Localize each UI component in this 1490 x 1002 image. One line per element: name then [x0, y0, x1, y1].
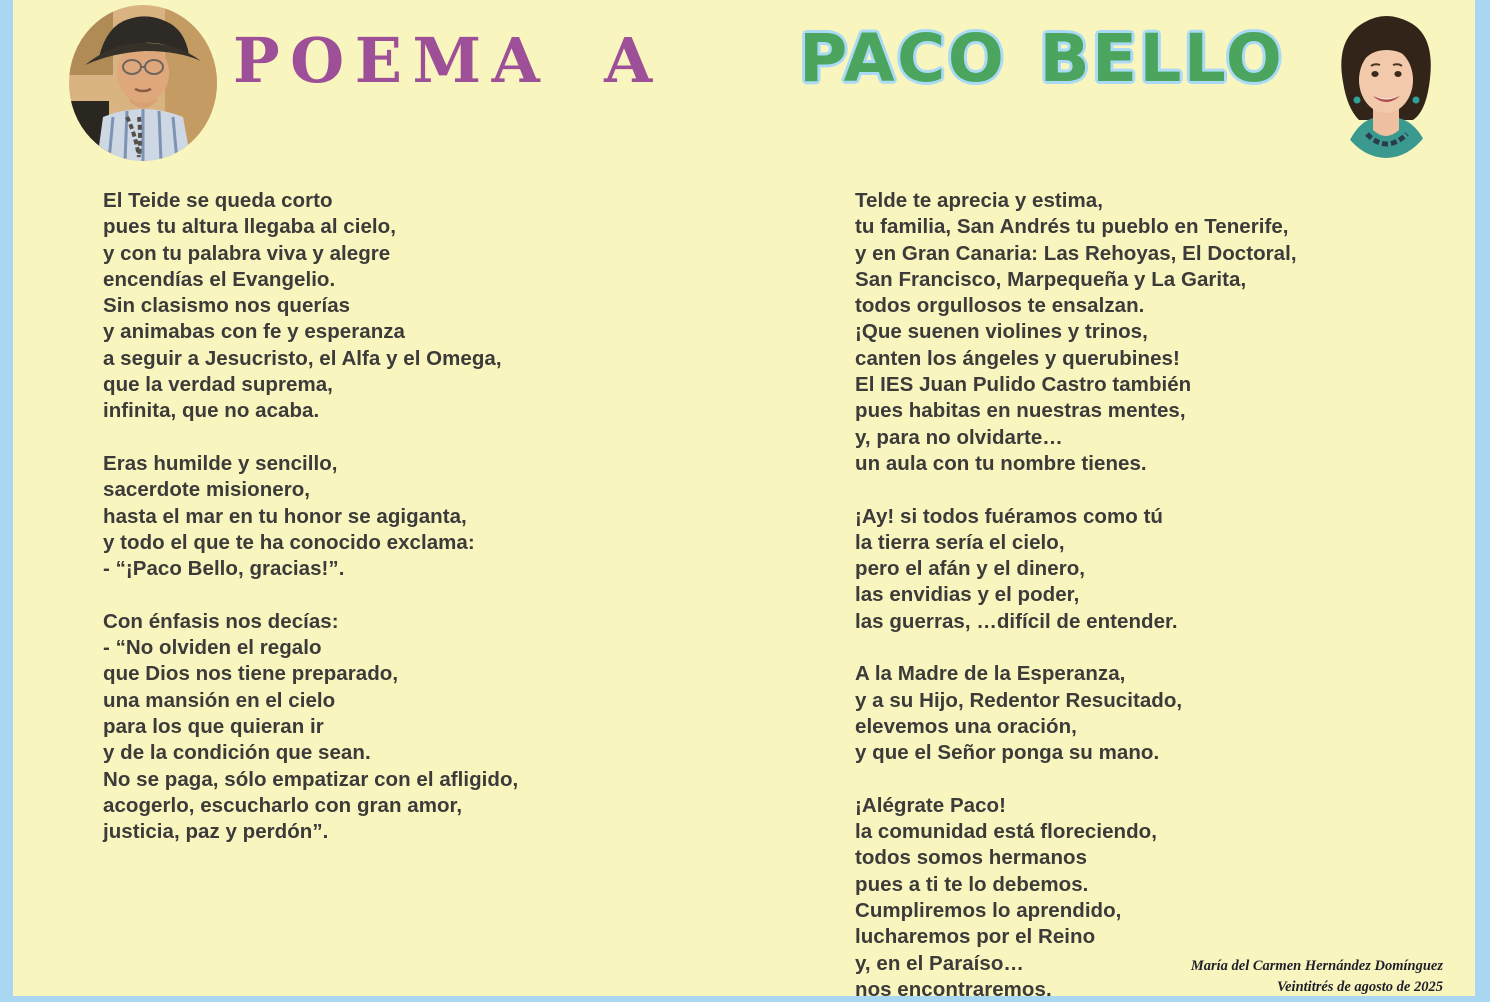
- poem-line: para los que quieran ir: [103, 714, 324, 738]
- poem-line: y con tu palabra viva y alegre: [103, 241, 391, 265]
- poem-line: y a su Hijo, Redentor Resucitado,: [855, 688, 1183, 712]
- poem-line: tu familia, San Andrés tu pueblo en Tenerife,: [855, 215, 1289, 239]
- poem-line: y en Gran Canaria: Las Rehoyas, El Doctoral,: [855, 241, 1297, 265]
- stanza: [855, 504, 1475, 635]
- poem-line: San Francisco, Marpequeña y La Garita,: [855, 267, 1247, 291]
- signature-author: María del Carmen Hernández Domínguez: [1190, 958, 1443, 974]
- poem-line: lucharemos por el Reino: [855, 925, 1096, 949]
- poem-line: y, en el Paraíso…: [855, 951, 1024, 975]
- poem-line: infinita, que no acaba.: [103, 399, 320, 423]
- stanza: [103, 188, 723, 425]
- poem-line: pues tu altura llegaba al cielo,: [103, 215, 396, 239]
- poem-line: la tierra sería el cielo,: [855, 530, 1065, 554]
- poem-line: todos orgullosos te ensalzan.: [855, 294, 1145, 318]
- poem-line: que la verdad suprema,: [103, 373, 333, 397]
- poem-line: pues a ti te lo debemos.: [855, 872, 1089, 896]
- signature-date: Veintitrés de agosto de 2025: [1277, 978, 1443, 995]
- poem-line: canten los ángeles y querubines!: [855, 346, 1180, 370]
- stanza: [855, 661, 1475, 766]
- poem-line: la comunidad está floreciendo,: [855, 820, 1157, 844]
- poem-line: que Dios nos tiene preparado,: [103, 662, 399, 686]
- stanza: [103, 451, 723, 582]
- author-portrait-photo: [1331, 8, 1441, 158]
- poem-line: todos somos hermanos: [855, 846, 1088, 870]
- man-in-hat-portrait-image: [69, 5, 217, 161]
- poem-line: ¡Ay! si todos fuéramos como tú: [855, 504, 1163, 528]
- poem-line: una mansión en el cielo: [103, 688, 336, 712]
- page-title-paco-bello: PACO BELLO: [799, 20, 1285, 97]
- poem-line: elevemos una oración,: [855, 714, 1077, 738]
- signature-block: [1191, 956, 1443, 997]
- poem-line: El Teide se queda corto: [103, 189, 333, 212]
- poem-line: a seguir a Jesucristo, el Alfa y el Omega,: [103, 346, 502, 370]
- poem-line: nos encontraremos.: [855, 977, 1052, 1001]
- poem-line: - “¡Paco Bello, gracias!”.: [103, 557, 345, 581]
- poem-line: No se paga, sólo empatizar con el afligido,: [103, 767, 519, 791]
- poem-line: y todo el que te ha conocido exclama:: [103, 530, 475, 554]
- poem-line: Con énfasis nos decías:: [103, 609, 339, 633]
- stanza: [103, 609, 723, 846]
- poem-line: Cumpliremos lo aprendido,: [855, 899, 1122, 923]
- poem-line: Eras humilde y sencillo,: [103, 451, 338, 475]
- page-title-poema: POEMA A: [233, 24, 663, 97]
- poem-line: las guerras, …difícil de entender.: [855, 609, 1178, 633]
- poem-line: sacerdote misionero,: [103, 478, 311, 502]
- woman-portrait-image: [1331, 8, 1441, 158]
- poem-line: pero el afán y el dinero,: [855, 557, 1086, 581]
- poem-line: Telde te aprecia y estima,: [855, 189, 1103, 212]
- poem-line: Sin clasismo nos querías: [103, 294, 351, 318]
- poem-line: ¡Alégrate Paco!: [855, 793, 1006, 817]
- poem-line: acogerlo, escucharlo con gran amor,: [103, 793, 463, 817]
- poem-line: justicia, paz y perdón”.: [103, 820, 329, 844]
- poem-line: encendías el Evangelio.: [103, 267, 336, 291]
- poem-line: las envidias y el poder,: [855, 583, 1080, 607]
- poem-line: A la Madre de la Esperanza,: [855, 662, 1126, 686]
- paco-bello-portrait-photo: [69, 5, 217, 161]
- poem-column-left: [103, 188, 723, 872]
- poem-column-right: [855, 188, 1475, 1002]
- poem-line: un aula con tu nombre tienes.: [855, 451, 1147, 475]
- stanza: [855, 188, 1475, 477]
- poem-line: y de la condición que sean.: [103, 741, 371, 765]
- poem-line: ¡Que suenen violines y trinos,: [855, 320, 1148, 344]
- poem-line: El IES Juan Pulido Castro también: [855, 373, 1192, 397]
- poem-line: pues habitas en nuestras mentes,: [855, 399, 1186, 423]
- poem-line: y que el Señor ponga su mano.: [855, 741, 1160, 765]
- poem-line: hasta el mar en tu honor se agiganta,: [103, 504, 467, 528]
- poem-line: y, para no olvidarte…: [855, 425, 1063, 449]
- poem-line: - “No olviden el regalo: [103, 636, 322, 660]
- poem-line: y animabas con fe y esperanza: [103, 320, 405, 344]
